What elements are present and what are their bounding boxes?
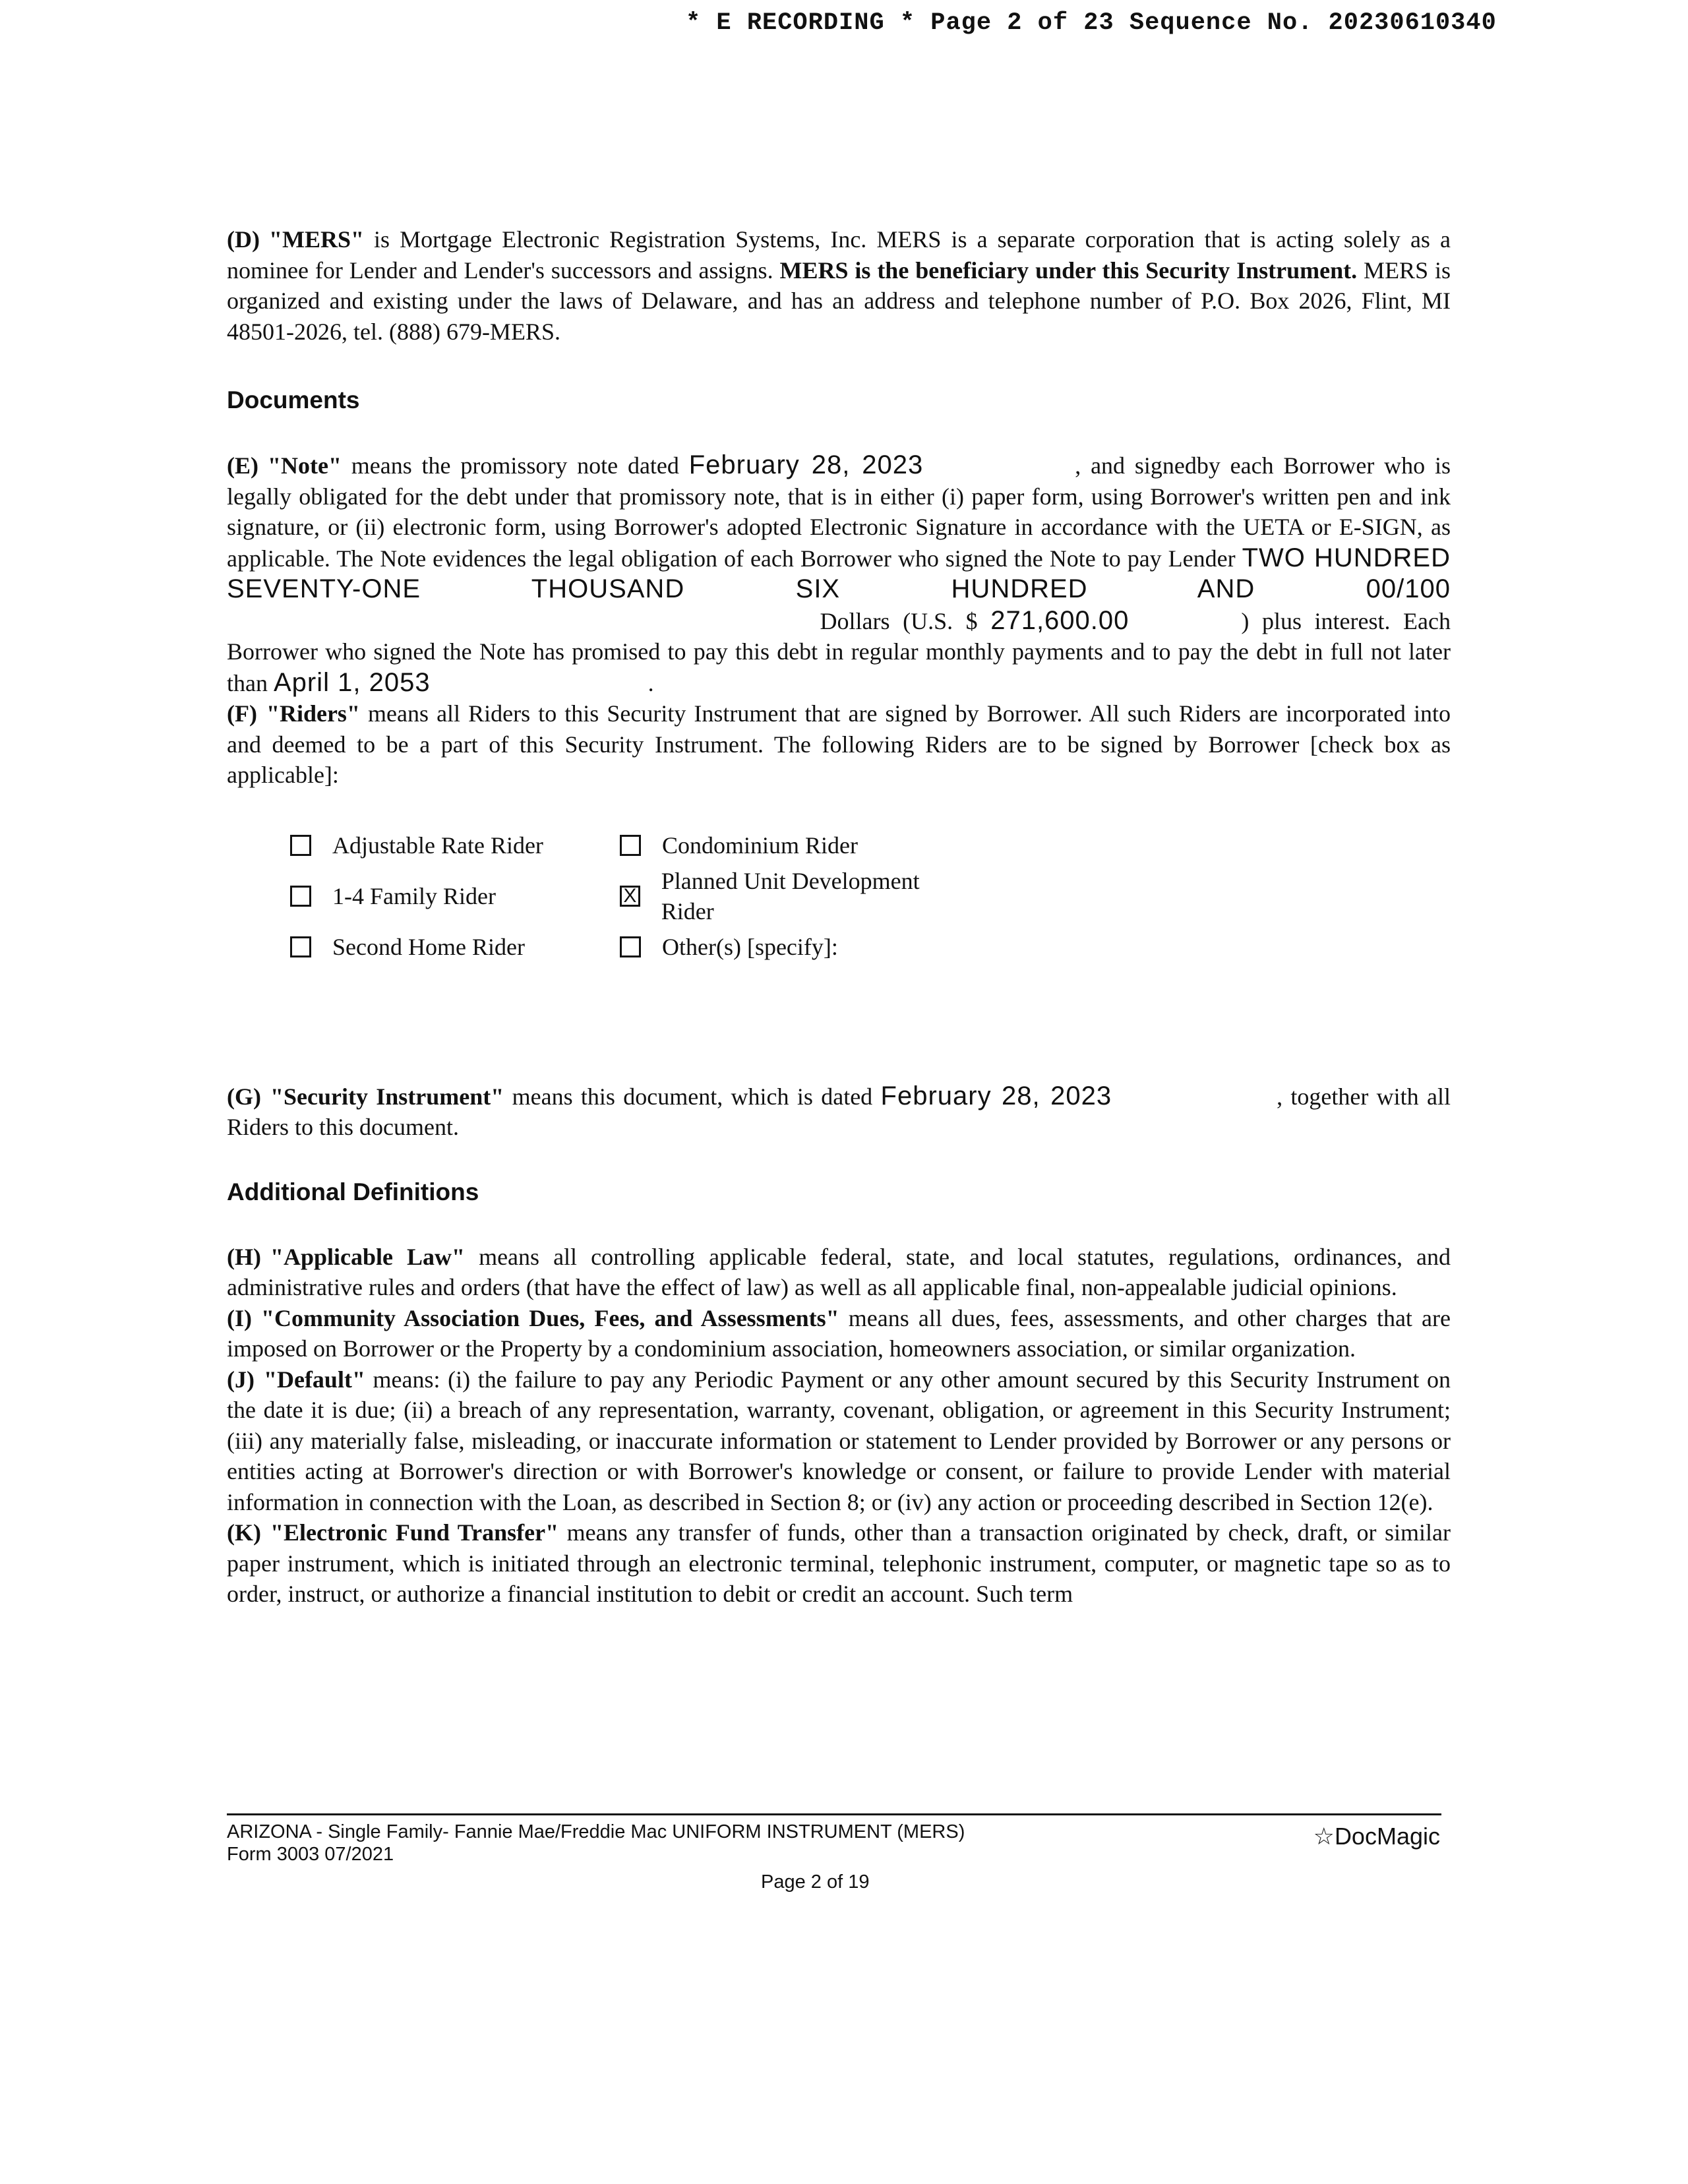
rider-checkbox[interactable] xyxy=(620,936,641,957)
definition-text: means any transfer of funds, other than a transaction originated by check, draft, or similar paper instrument, which is initiated through an electronic terminal, telephonic instrument, computer, or magnetic tape so as to order, instruct, or authorize a financial institution to debit or credit an account. Such term xyxy=(227,1519,1451,1607)
definition-text: means the promissory note dated xyxy=(341,452,689,479)
definition-text: Dollars (U.S. $ xyxy=(807,607,991,634)
rider-option xyxy=(290,866,620,926)
page-number: Page 2 of 19 xyxy=(761,1871,870,1893)
rider-option xyxy=(290,830,620,861)
security-instrument-date: February 28, 2023 xyxy=(880,1081,1112,1110)
definition-term: "Community Association Dues, Fees, and Assessments" xyxy=(261,1304,839,1331)
definition-text: means this document, which is dated xyxy=(504,1083,881,1110)
definition-text: means all Riders to this Security Instrument that are signed by Borrower. All such Riders are incorporated into and deemed to be a part of this Security Instrument. The following Riders are to be signed by Borrower [check box as applicable]: xyxy=(227,700,1451,788)
rider-checkbox[interactable] xyxy=(290,886,311,907)
mers-beneficiary-statement: MERS is the beneficiary under this Security Instrument. xyxy=(779,257,1358,284)
footer-divider xyxy=(227,1813,1441,1815)
definition-text: means all dues, fees, assessments, and other charges that are imposed on Borrower or the Property by a condominium association, homeowners association, or similar organization. xyxy=(227,1304,1451,1362)
form-title: ARIZONA - Single Family- Fannie Mae/Freddie Mac UNIFORM INSTRUMENT (MERS) xyxy=(227,1821,965,1842)
rider-option xyxy=(290,932,620,962)
definition-label: (D) xyxy=(227,226,260,253)
definition-term: "Electronic Fund Transfer" xyxy=(270,1519,559,1546)
rider-label: 1-4 Family Rider xyxy=(332,882,496,909)
definition-h xyxy=(227,1242,1451,1303)
recording-header: * E RECORDING * Page 2 of 23 Sequence No. 20230610340 xyxy=(686,9,1497,37)
rider-label: Planned Unit Development Rider xyxy=(661,867,920,925)
definition-text: means all controlling applicable federal, state, and local statutes, regulations, ordinances, and administrative rules and orders (that have the effect of law) as well as all applicable final, non-appealable judicial opinions. xyxy=(227,1243,1451,1300)
definition-f xyxy=(227,698,1451,791)
definition-i xyxy=(227,1303,1451,1364)
definition-text: means: (i) the failure to pay any Periodic Payment or any other amount secured by this Security Instrument on the date it is due; (ii) a breach of any representation, warranty, covenant, obligation, or agreement in this Security Instrument; (iii) any materially false, misleading, or inaccurate information or statement to Lender provided by Borrower or any persons or entities acting at Borrower's direction or with Borrower's knowledge or consent, or failure to provide Lender with material information in connection with the Loan, as described in Section 8; or (iv) any action or proceeding described in Section 12(e). xyxy=(227,1366,1451,1515)
definition-text: , and signedby each Borrower who is legally obligated for the debt under that promissory note, that is in either (i) paper form, using Borrower's written pen and ink signature, or (ii) electronic form, using Borrower's adopted Electronic Signature in accordance with the UETA or E-SIGN, as applicable. The Note evidences the legal obligation of each Borrower who signed the Note to pay Lender xyxy=(227,452,1451,572)
definition-label: (I) xyxy=(227,1304,252,1331)
rider-option xyxy=(620,830,963,861)
logo-text: DocMagic xyxy=(1334,1823,1440,1850)
definition-label: (F) xyxy=(227,700,257,727)
rider-checkbox[interactable] xyxy=(620,835,641,856)
definition-text: is Mortgage Electronic Registration Systems, Inc. MERS is a separate corporation that is acting solely as a nominee for Lender and Lender's successors and assigns. xyxy=(227,226,1451,284)
definition-label: (E) xyxy=(227,452,258,479)
form-number: Form 3003 07/2021 xyxy=(227,1844,394,1865)
definition-text: ) plus interest. Each Borrower who signed the Note has promised to pay this debt in regular monthly payments and to pay the debt in full not later than xyxy=(227,607,1451,696)
section-heading-additional-definitions: Additional Definitions xyxy=(227,1178,479,1205)
note-date: February 28, 2023 xyxy=(688,450,924,479)
rider-checkbox-checked[interactable]: X xyxy=(620,886,640,907)
loan-amount-words: TWO HUNDRED SEVENTY-ONE THOUSAND SIX HUNDRED AND 00/100 xyxy=(227,543,1451,603)
definition-term: "MERS" xyxy=(268,226,364,253)
docmagic-logo xyxy=(1313,1823,1440,1850)
definition-term: "Security Instrument" xyxy=(270,1083,504,1110)
loan-amount-number: 271,600.00 xyxy=(990,605,1130,635)
definition-term: "Riders" xyxy=(266,700,360,727)
riders-checklist xyxy=(290,830,1451,962)
definition-k xyxy=(227,1517,1451,1610)
document-body xyxy=(227,224,1451,1610)
rider-option xyxy=(620,932,963,962)
definition-label: (H) xyxy=(227,1243,261,1270)
definition-e xyxy=(227,450,1451,698)
definition-term: "Note" xyxy=(268,452,342,479)
definition-term: "Applicable Law" xyxy=(270,1243,466,1270)
definition-g xyxy=(227,1081,1451,1143)
definition-label: (J) xyxy=(227,1366,255,1393)
rider-checkbox[interactable] xyxy=(290,835,311,856)
rider-label: Other(s) [specify]: xyxy=(662,933,838,960)
definition-label: (G) xyxy=(227,1083,261,1110)
definition-term: "Default" xyxy=(263,1366,365,1393)
definition-text: , together with all Riders to this document. xyxy=(227,1083,1451,1140)
section-heading-documents: Documents xyxy=(227,386,360,413)
rider-label: Second Home Rider xyxy=(332,933,525,960)
maturity-date: April 1, 2053 xyxy=(273,667,431,697)
definition-label: (K) xyxy=(227,1519,261,1546)
rider-checkbox[interactable] xyxy=(290,936,311,957)
star-icon: ☆ xyxy=(1313,1823,1335,1850)
definition-j xyxy=(227,1364,1451,1518)
rider-label: Adjustable Rate Rider xyxy=(332,832,543,859)
period: . xyxy=(648,669,654,696)
rider-label: Condominium Rider xyxy=(662,832,858,859)
definition-d xyxy=(227,224,1451,347)
rider-option xyxy=(620,866,963,926)
definition-text: MERS is organized and existing under the laws of Delaware, and has an address and telephone number of P.O. Box 2026, Flint, MI 48501-2026, tel. (888) 679-MERS. xyxy=(227,257,1451,345)
